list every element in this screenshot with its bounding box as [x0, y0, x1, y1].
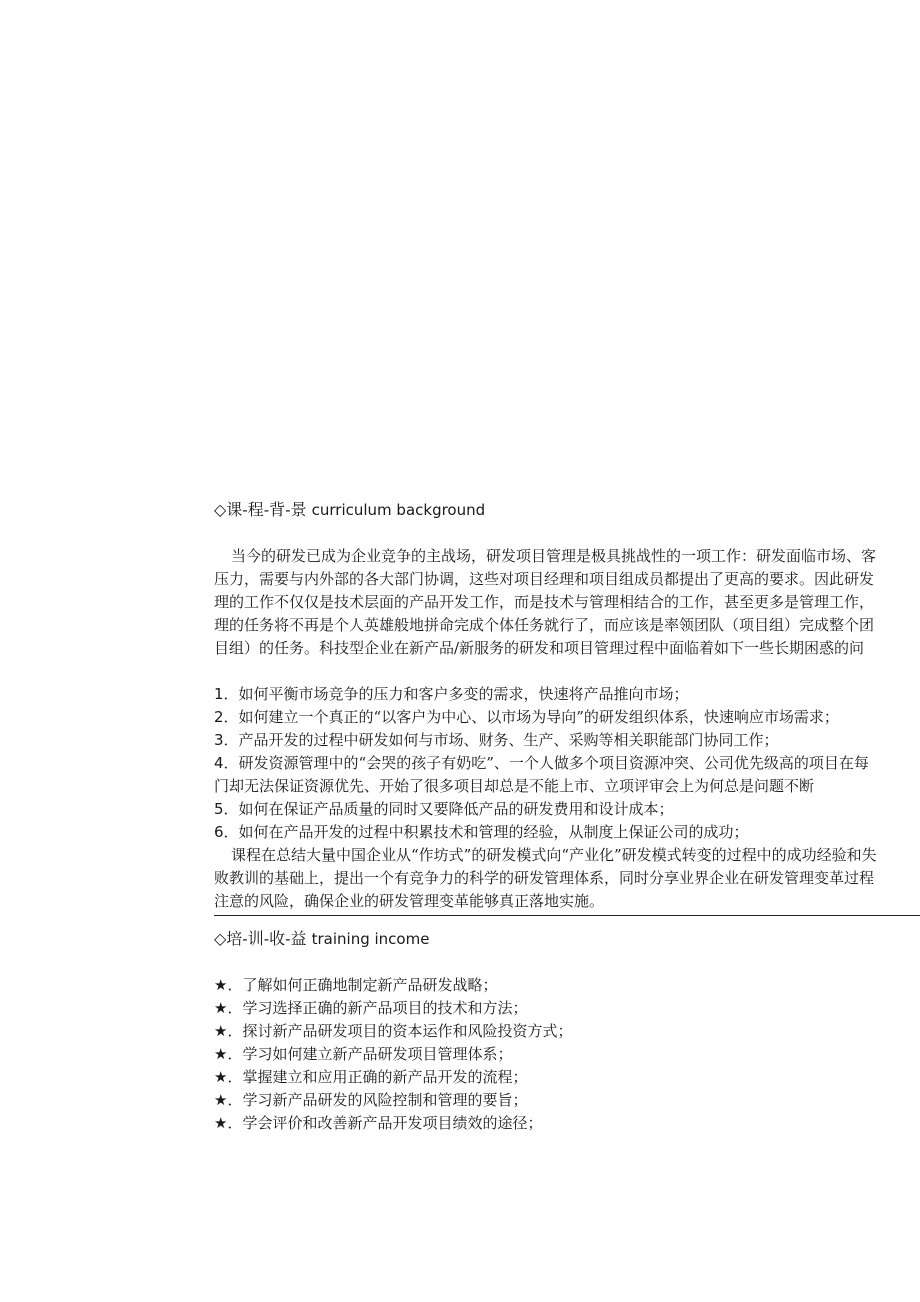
question-item	[214, 729, 920, 752]
question-number: 3．	[214, 731, 239, 749]
question-text: 产品开发的过程中研发如何与市场、财务、生产、采购等相关职能部门协同工作；	[238, 731, 779, 749]
question-item	[214, 821, 920, 844]
star-bullet-icon: ★．	[214, 1068, 243, 1086]
star-bullet-icon: ★．	[214, 1022, 243, 1040]
spacer	[214, 522, 920, 545]
benefit-item	[214, 1043, 920, 1066]
intro-line: 理的任务将不再是个人英雄般地拼命完成个体任务就行了，而应该是率领团队（项目组）完成整个团	[214, 616, 875, 634]
closing-line: 课程在总结大量中国企业从“作坊式”的研发模式向“产业化”研发模式转变的过程中的成功经验和失	[231, 846, 877, 864]
question-number: 4．	[214, 754, 239, 772]
star-bullet-icon: ★．	[214, 999, 243, 1017]
star-bullet-icon: ★．	[214, 1045, 243, 1063]
question-text: 门却无法保证资源优先、开始了很多项目却总是不能上市、立项评审会上为何总是问题不断	[214, 777, 815, 795]
intro-line: 压力，需要与内外部的各大部门协调，这些对项目经理和项目组成员都提出了更高的要求。因此研发	[214, 570, 875, 588]
question-number: 5．	[214, 800, 239, 818]
benefit-item	[214, 1066, 920, 1089]
intro-line: 当今的研发已成为企业竞争的主战场，研发项目管理是极具挑战性的一项工作：研发面临市场、客	[231, 547, 877, 565]
question-number: 1．	[214, 685, 239, 703]
spacer	[214, 660, 920, 683]
section-divider	[214, 915, 920, 916]
question-text: 研发资源管理中的“会哭的孩子有奶吃”、一个人做多个项目资源冲突、公司优先级高的项目在每	[238, 754, 869, 772]
benefit-item	[214, 997, 920, 1020]
question-text: 如何建立一个真正的“以客户为中心、以市场为导向”的研发组织体系，快速响应市场需求；	[238, 708, 839, 726]
intro-line: 目组）的任务。科技型企业在新产品/新服务的研发和项目管理过程中面临着如下一些长期困惑的问	[214, 639, 865, 657]
question-item	[214, 683, 920, 706]
question-item	[214, 798, 920, 821]
question-text: 如何在保证产品质量的同时又要降低产品的研发费用和设计成本；	[238, 800, 674, 818]
question-text: 如何平衡市场竞争的压力和客户多变的需求，快速将产品推向市场；	[238, 685, 689, 703]
benefit-item	[214, 1112, 920, 1135]
benefit-text: 学会评价和改善新产品开发项目绩效的途径；	[242, 1114, 543, 1132]
benefit-item	[214, 1020, 920, 1043]
benefit-text: 探讨新产品研发项目的资本运作和风险投资方式；	[242, 1022, 573, 1040]
star-bullet-icon: ★．	[214, 1114, 243, 1132]
closing-line: 败教训的基础上，提出一个有竞争力的科学的研发管理体系，同时分享业界企业在研发管理变革过程	[214, 869, 875, 887]
star-bullet-icon: ★．	[214, 1091, 243, 1109]
question-number: 6．	[214, 823, 239, 841]
question-text: 如何在产品开发的过程中积累技术和管理的经验，从制度上保证公司的成功；	[238, 823, 749, 841]
question-item	[214, 752, 920, 775]
benefit-text: 学习选择正确的新产品项目的技术和方法；	[242, 999, 528, 1017]
section-title-cn: ◇课-程-背-景	[214, 500, 307, 519]
section-title-income	[214, 927, 920, 951]
closing-line: 注意的风险，确保企业的研发管理变革能够真正落地实施。	[214, 892, 605, 910]
benefit-text: 了解如何正确地制定新产品研发战略；	[242, 976, 498, 994]
section-title-en: training income	[311, 930, 430, 948]
benefit-text: 学习新产品研发的风险控制和管理的要旨；	[242, 1091, 528, 1109]
star-bullet-icon: ★．	[214, 976, 243, 994]
intro-line: 理的工作不仅仅是技术层面的产品开发工作，而是技术与管理相结合的工作，甚至更多是管理工作，	[214, 593, 875, 611]
question-item-continued	[214, 775, 920, 798]
benefit-item	[214, 974, 920, 997]
section-title-en: curriculum background	[311, 501, 486, 519]
benefit-text: 学习如何建立新产品研发项目管理体系；	[242, 1045, 513, 1063]
section-title-cn: ◇培-训-收-益	[214, 929, 307, 948]
section-title-background	[214, 498, 920, 522]
benefit-text: 掌握建立和应用正确的新产品开发的流程；	[242, 1068, 528, 1086]
question-number: 2．	[214, 708, 239, 726]
document-content	[214, 497, 920, 1135]
spacer	[214, 951, 920, 974]
benefit-item	[214, 1089, 920, 1112]
question-item	[214, 706, 920, 729]
